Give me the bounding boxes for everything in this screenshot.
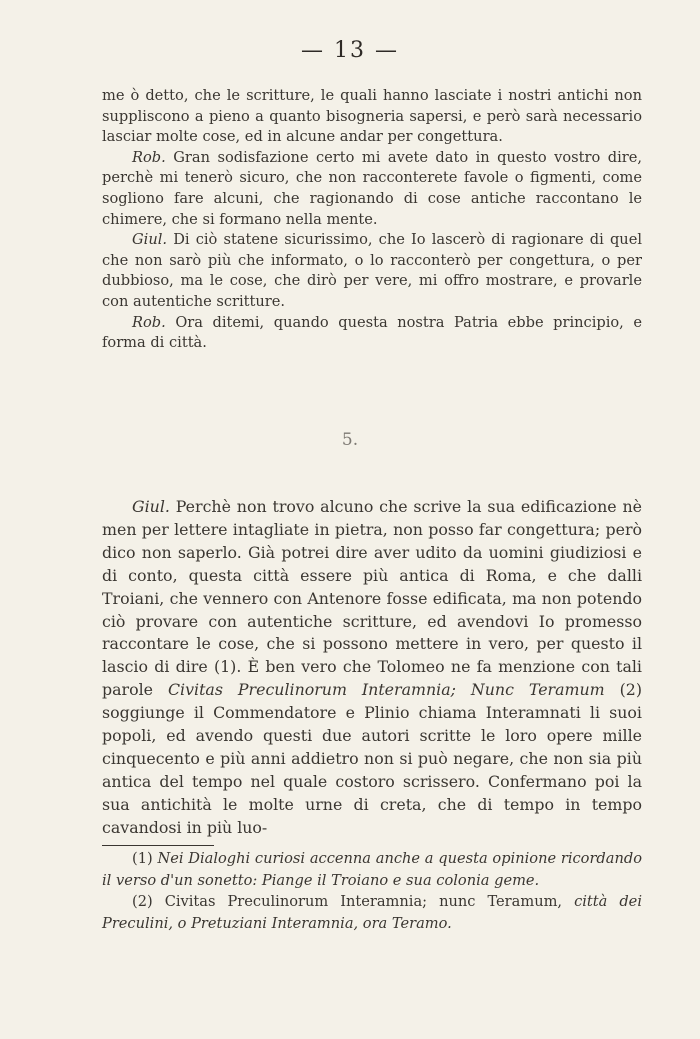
footnote-1	[102, 848, 642, 891]
paragraph-giul-1	[102, 230, 642, 312]
speaker-label: Rob.	[132, 148, 166, 166]
footnote-text: Civitas Preculinorum Interamnia; nunc Teramum,	[164, 893, 563, 911]
footnote-number: (2)	[132, 893, 153, 911]
latin-quote: Civitas Preculinorum Interamnia; Nunc Teramum	[167, 680, 605, 700]
page-number: — 13 —	[301, 38, 399, 63]
footnote-number: (1)	[132, 850, 153, 867]
paragraph-rob-1	[102, 148, 642, 230]
footnote-divider	[102, 845, 214, 846]
paragraph-text: Di ciò statene sicurissimo, che Io lascerò di ragionare di quel che non sarò più che informato, o lo racconterò per congettura, o per dubbioso, ma le cose, che dirò per vere, mi offro mostrare, e provarle con autentiche scritture.	[102, 231, 642, 310]
footnotes	[102, 848, 642, 934]
main-block	[102, 496, 642, 840]
speaker-label: Rob.	[132, 313, 166, 331]
paragraph-text: me ò detto, che le scritture, le quali hanno lasciate i nostri antichi non suppliscono a pieno a quanto bisogneria sapersi, e però sarà necessario lasciar molte cose, ed in alcune andar per congettura.	[102, 87, 642, 146]
dialogue-block	[102, 86, 642, 354]
paragraph-continuation	[102, 86, 642, 148]
speaker-label: Giul.	[132, 231, 168, 249]
paragraph-text: Gran sodisfazione certo mi avete dato in questo vostro dire, perchè mi tenerò sicuro, che non racconterete favole o figmenti, come sogliono fare alcuni, che ragionando di cose antiche raccontano le chimere, che si formano nella mente.	[102, 148, 643, 228]
paragraph-rob-2	[102, 313, 642, 354]
paragraph-text: (2) soggiunge il Commendatore e Plinio chiama Interamnati li suoi popoli, ed avendo questi due autori scritte le loro opere mille cinquecento e più anni addietro non si può negare, che non sia più antica del tempo nel quale costoro scrissero. Confermano poi la sua antichità le molte urne di creta, che di tempo in tempo cavandosi in più luo-	[102, 680, 642, 837]
speaker-label: Giul.	[132, 497, 170, 516]
paragraph-giul-2	[102, 496, 642, 840]
footnote-2	[102, 891, 642, 934]
footnote-text: Nei Dialoghi curiosi accenna anche a questa opinione ricordando il verso d'un sonetto: Piange il Troiano e sua colonia geme.	[102, 850, 643, 889]
section-number: 5.	[341, 430, 359, 450]
footnote-translation: città dei Preculini, o Pretuziani Interamnia, ora Teramo.	[102, 893, 642, 932]
paragraph-text: Perchè non trovo alcuno che scrive la sua edificazione nè men per lettere intagliate in pietra, non posso far congettura; però dico non saperlo. Già potrei dire aver udito da uomini giudiziosi e di conto, questa città essere più antica di Roma, e che dalli Troiani, che vennero con Antenore fosse edificata, ma non potendo ciò provare con autentiche scritture, ed avendovi Io promesso raccontare le cose, che si possono mettere in vero, per questo il lascio di dire (1). È ben vero che Tolomeo ne fa menzione con tali parole	[102, 497, 642, 700]
paragraph-text: Ora ditemi, quando questa nostra Patria ebbe principio, e forma di città.	[102, 313, 642, 352]
